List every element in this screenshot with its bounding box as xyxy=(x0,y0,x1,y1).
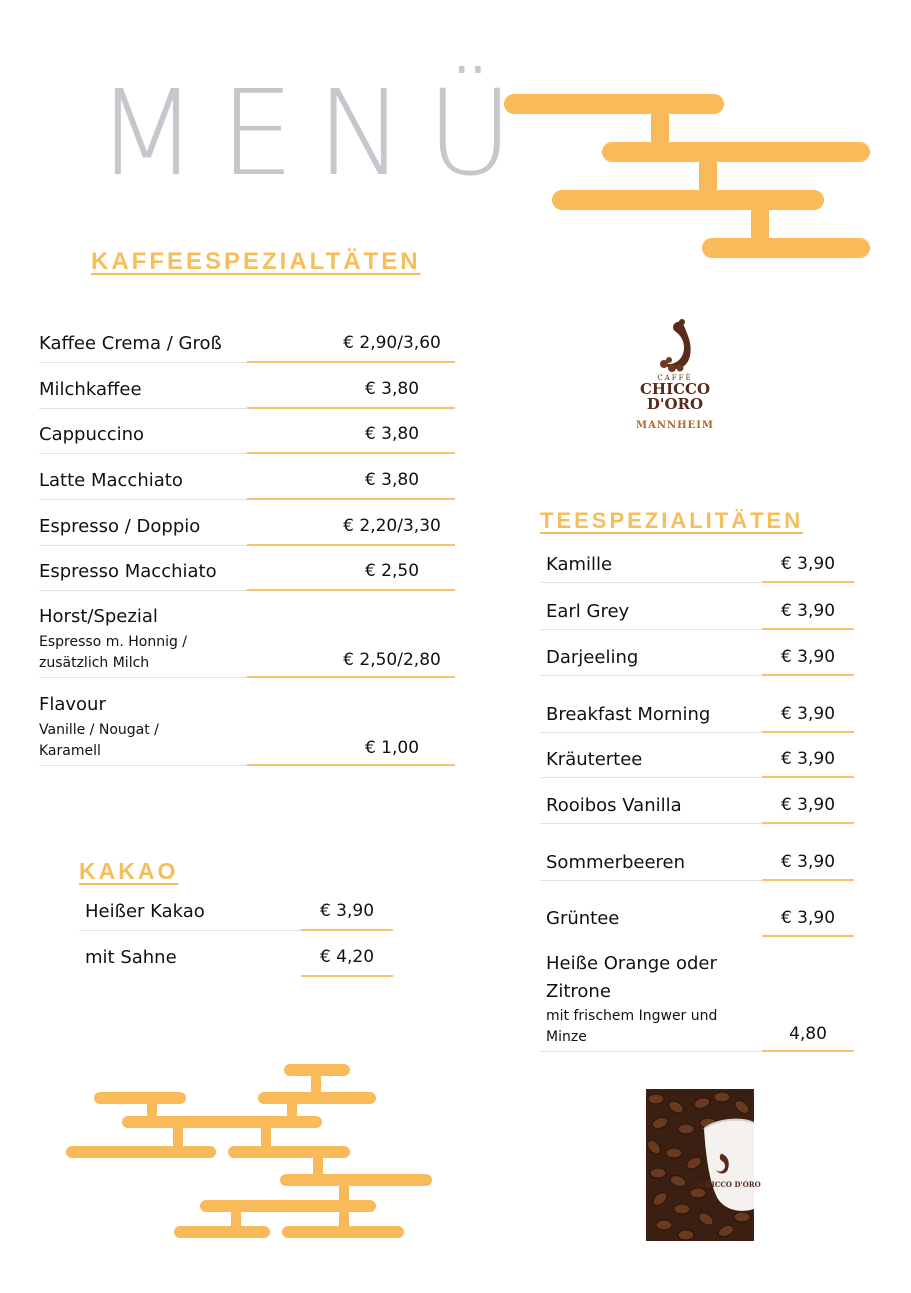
divider xyxy=(540,675,762,676)
menu-item xyxy=(540,554,860,584)
decorative-bars-bottom xyxy=(60,1060,440,1250)
price-underline xyxy=(301,975,393,977)
item-name: Kräutertee xyxy=(546,749,643,770)
divider xyxy=(39,545,247,546)
item-name-line2: Zitrone xyxy=(546,981,611,1002)
item-name: Latte Macchiato xyxy=(39,470,183,491)
decorative-bars-top xyxy=(500,88,880,268)
item-price: € 3,90 xyxy=(780,852,836,872)
item-price: € 2,90/3,60 xyxy=(343,333,441,353)
item-price: € 3,90 xyxy=(780,601,836,621)
menu-item xyxy=(540,601,860,631)
menu-item xyxy=(540,908,860,938)
divider xyxy=(39,362,247,363)
menu-item xyxy=(540,749,860,779)
item-price: € 3,80 xyxy=(364,424,420,444)
price-underline xyxy=(762,822,854,824)
logo-city: MANNHEIM xyxy=(636,420,714,431)
price-underline xyxy=(247,452,455,454)
item-name: Grüntee xyxy=(546,908,620,929)
item-name: Heißer Kakao xyxy=(85,901,205,922)
item-price: € 1,00 xyxy=(364,738,420,758)
item-price: € 3,90 xyxy=(780,647,836,667)
cocoa-heading: KAKAO xyxy=(79,858,179,884)
item-description: Espresso m. Honnig / xyxy=(39,634,188,650)
menu-item xyxy=(39,606,459,680)
menu-item xyxy=(39,424,459,454)
menu-item xyxy=(540,953,860,1055)
menu-item xyxy=(540,647,860,677)
item-name: Rooibos Vanilla xyxy=(546,795,682,816)
item-name: Earl Grey xyxy=(546,601,630,622)
price-underline xyxy=(762,731,854,733)
item-name: Flavour xyxy=(39,694,106,715)
item-name: Espresso / Doppio xyxy=(39,516,201,537)
coffee-beans-image xyxy=(646,1089,761,1241)
item-name: mit Sahne xyxy=(85,947,177,968)
coffee-cornucopia-icon xyxy=(652,318,698,374)
item-description: zusätzlich Milch xyxy=(39,655,150,671)
menu-item xyxy=(39,561,459,591)
price-underline xyxy=(247,407,455,409)
photo-brand-text: CHICCO D'ORO xyxy=(699,1180,761,1189)
item-description: mit frischem Ingwer und xyxy=(546,1008,718,1024)
tea-heading: TEESPEZIALITÄTEN xyxy=(540,508,804,533)
item-price: € 4,20 xyxy=(319,947,375,967)
item-name: Espresso Macchiato xyxy=(39,561,217,582)
menu-item xyxy=(39,333,459,363)
price-underline xyxy=(247,764,455,766)
divider xyxy=(540,823,762,824)
divider xyxy=(540,1051,762,1052)
price-underline xyxy=(247,676,455,678)
logo-doro: D'ORO xyxy=(646,395,704,413)
divider xyxy=(540,777,762,778)
item-price: € 3,90 xyxy=(780,704,836,724)
menu-item xyxy=(39,470,459,500)
item-description: Vanille / Nougat / xyxy=(39,722,159,738)
menu-item xyxy=(39,379,459,409)
item-name: Heiße Orange oder xyxy=(546,953,717,974)
menu-item xyxy=(79,947,399,977)
price-underline xyxy=(762,879,854,881)
price-underline xyxy=(247,498,455,500)
coffee-beans-photo xyxy=(646,1089,761,1241)
item-description: Minze xyxy=(546,1029,587,1045)
divider xyxy=(39,499,247,500)
chicco-doro-logo xyxy=(630,318,720,431)
price-underline xyxy=(762,776,854,778)
item-price: € 2,50/2,80 xyxy=(343,650,441,670)
logo-caffe: CAFFÈ xyxy=(657,374,693,382)
item-price: € 3,80 xyxy=(364,470,420,490)
divider xyxy=(39,765,247,766)
price-underline xyxy=(762,628,854,630)
menu-item xyxy=(39,694,459,768)
item-price: € 2,20/3,30 xyxy=(343,516,441,536)
item-name: Kamille xyxy=(546,554,613,575)
price-underline xyxy=(301,929,393,931)
item-price: € 3,90 xyxy=(780,795,836,815)
item-name: Breakfast Morning xyxy=(546,704,711,725)
item-name: Kaffee Crema / Groß xyxy=(39,333,222,354)
divider xyxy=(39,677,247,678)
divider xyxy=(39,408,247,409)
item-name: Cappuccino xyxy=(39,424,145,445)
logo-chicco: CHICCO xyxy=(639,380,711,398)
menu-title: MENÜ xyxy=(96,64,536,202)
divider xyxy=(540,880,762,881)
item-price: € 3,90 xyxy=(780,749,836,769)
menu-item xyxy=(540,852,860,882)
item-name: Darjeeling xyxy=(546,647,639,668)
item-price: € 3,90 xyxy=(780,554,836,574)
menu-item xyxy=(540,795,860,825)
item-name: Milchkaffee xyxy=(39,379,142,400)
item-price: € 3,80 xyxy=(364,379,420,399)
price-underline xyxy=(762,935,854,937)
item-description: Karamell xyxy=(39,743,101,759)
coffee-heading: KAFFEESPEZIALTÄTEN xyxy=(91,248,421,275)
item-price: 4,80 xyxy=(789,1024,827,1044)
price-underline xyxy=(762,1050,854,1052)
divider xyxy=(79,930,301,931)
price-underline xyxy=(762,674,854,676)
price-underline xyxy=(247,589,455,591)
item-price: € 3,90 xyxy=(319,901,375,921)
divider xyxy=(540,732,762,733)
price-underline xyxy=(762,581,854,583)
divider xyxy=(540,629,762,630)
menu-item xyxy=(39,516,459,546)
menu-item xyxy=(79,901,399,931)
item-name: Sommerbeeren xyxy=(546,852,686,873)
item-price: € 2,50 xyxy=(364,561,420,581)
price-underline xyxy=(247,544,455,546)
price-underline xyxy=(247,361,455,363)
divider xyxy=(39,590,247,591)
item-name: Horst/Spezial xyxy=(39,606,158,627)
item-price: € 3,90 xyxy=(780,908,836,928)
menu-item xyxy=(540,704,860,734)
divider xyxy=(39,453,247,454)
divider xyxy=(540,582,762,583)
